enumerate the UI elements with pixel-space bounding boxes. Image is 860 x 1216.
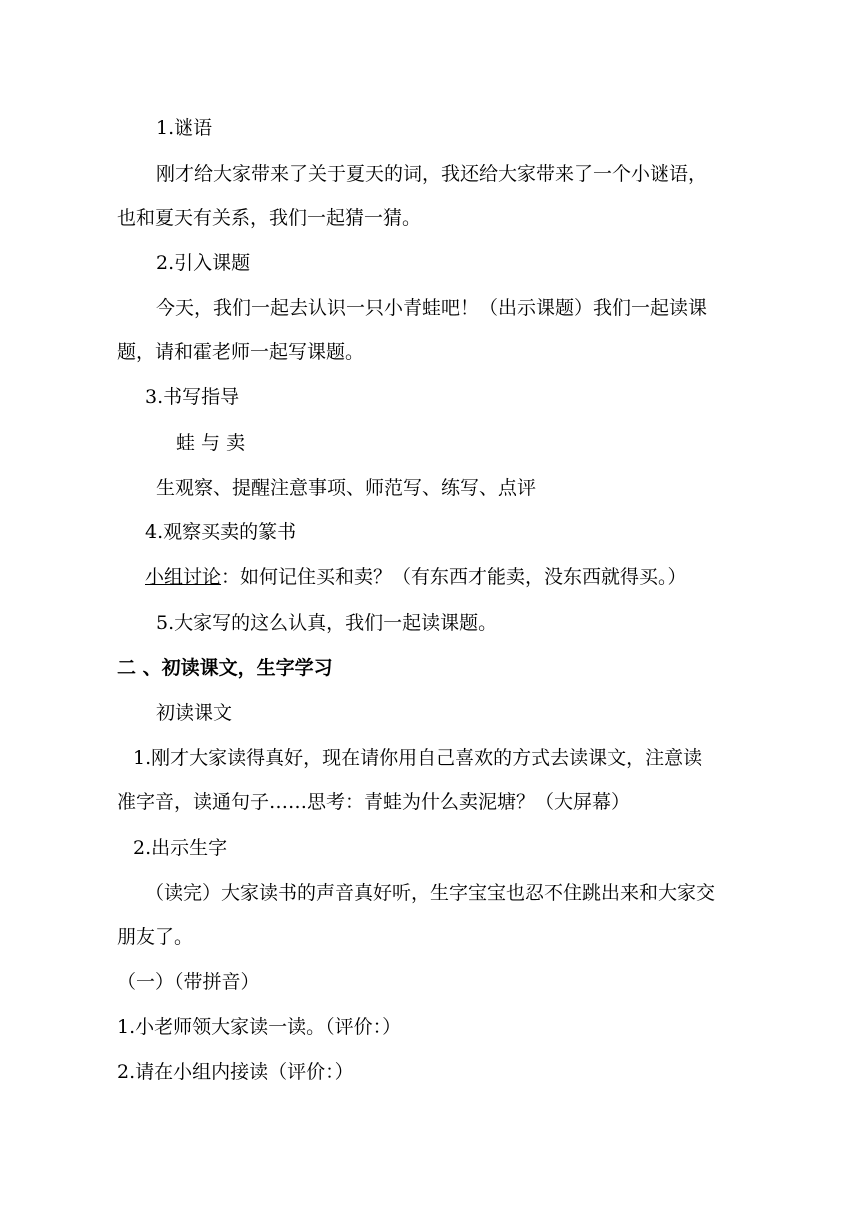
document-page: 1.谜语 刚才给大家带来了关于夏天的词，我还给大家带来了一个小谜语， 也和夏天有关系，我们一起猜一猜。 2.引入课题 今天，我们一起去认识一只小青蛙吧！（出示课题）我们一起读课 题，请和霍老师一起写课题。 3.书写指导 蛙 与 卖 生观察、提醒注意事项、师范写、练写、点评 4.观察买卖的篆书 小组讨论 ：如何记住买和卖？（有东西才能卖，没东西就得买。） 5.大家写的这么认真，我们一起读课题。 二 、初读课文，生字学习 初读课文 1.刚才大家读得真好，现在请你用自己喜欢的方式去读课文，注意读 准字音，读通句子……思考：青蛙为什么卖泥塘？（大屏幕） 2.出示生字 （读完）大家读书的声音真好听，生字宝宝也忍不住跳出来和大家交 朋友了。 （一）（带拼音） 1.小老师领大家读一读。（评价：） 2.请在小组内接读（评价：） [117, 117, 716, 1083]
group-discussion-label: 小组讨论 [145, 566, 222, 588]
